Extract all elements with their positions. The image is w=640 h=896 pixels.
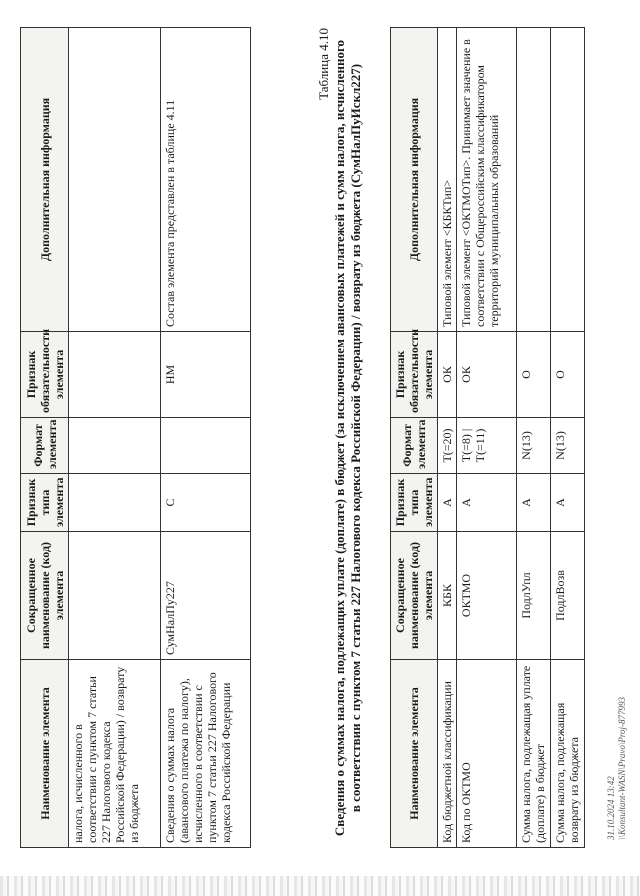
table-top (20, 27, 251, 848)
header-name: Наименование элемента (391, 660, 438, 848)
header-type: Признак типа элемента (21, 474, 69, 532)
cell-info (517, 28, 551, 332)
table-row (517, 28, 551, 848)
header-short-name: Сокращенное наименование (код) элемента (21, 532, 69, 660)
cell-info: Состав элемента представлен в таблице 4.11 (161, 28, 251, 332)
document-footer (606, 697, 628, 840)
header-required: Признак обязательности элемента (391, 332, 438, 418)
cell-short-name: КБК (438, 532, 457, 660)
scan-edge-artifact (0, 876, 640, 896)
cell-format (161, 418, 251, 474)
cell-short-name: ПодлВозв (551, 532, 585, 660)
cell-info (69, 28, 161, 332)
cell-format: T(=20) (438, 418, 457, 474)
table-row (69, 28, 161, 848)
cell-name: Код бюджетной классификации (438, 660, 457, 848)
table-row (438, 28, 457, 848)
table-header-row (21, 28, 69, 848)
cell-name: Сумма налога, подлежащая уплате (доплате) в бюджет (517, 660, 551, 848)
cell-info: Типовой элемент <ОКТМОТип>. Принимает значение в соответствии с Общероссийским классификатором территорий муниципальных образований (457, 28, 517, 332)
cell-required (69, 332, 161, 418)
cell-short-name (69, 532, 161, 660)
header-format: Формат элемента (21, 418, 69, 474)
header-name: Наименование элемента (21, 660, 69, 848)
cell-name: Код по ОКТМО (457, 660, 517, 848)
table-bottom (390, 27, 585, 848)
cell-short-name: СумНалПу227 (161, 532, 251, 660)
cell-info: Типовой элемент <КБКТип> (438, 28, 457, 332)
header-short-name: Сокращенное наименование (код) элемента (391, 532, 438, 660)
cell-type: А (438, 474, 457, 532)
cell-name: налога, исчисленного в соответствии с пунктом 7 статьи 227 Налогового кодекса Российской Федерации) / возврату из бюджета (69, 660, 161, 848)
cell-name: Сумма налога, подлежащая возврату из бюджета (551, 660, 585, 848)
cell-name: Сведения о суммах налога (авансового платежа по налогу), исчисленного в соответствии с пунктом 7 статьи 227 Налогового кодекса Российской Федерации (161, 660, 251, 848)
cell-format: N(13) (551, 418, 585, 474)
cell-required: О (517, 332, 551, 418)
rotated-page-content (20, 18, 620, 858)
cell-info (551, 28, 585, 332)
cell-short-name: ОКТМО (457, 532, 517, 660)
cell-type: А (551, 474, 585, 532)
cell-required: ОК (457, 332, 517, 418)
footer-path: \\Konsultant-WASN\Pravo\Proj-877993 (617, 696, 627, 840)
cell-required: ОК (438, 332, 457, 418)
header-required: Признак обязательности элемента (21, 332, 69, 418)
cell-type: С (161, 474, 251, 532)
table-row (551, 28, 585, 848)
cell-required: О (551, 332, 585, 418)
cell-type (69, 474, 161, 532)
table-row (161, 28, 251, 848)
cell-type: А (517, 474, 551, 532)
cell-format: N(13) (517, 418, 551, 474)
cell-type: А (457, 474, 517, 532)
table-row (457, 28, 517, 848)
cell-short-name: ПодлУпл (517, 532, 551, 660)
header-info: Дополнительная информация (391, 28, 438, 332)
table-number: Таблица 4.10 (316, 28, 331, 100)
cell-format: T(=8) | T(=11) (457, 418, 517, 474)
table-caption: Сведения о суммах налога, подлежащих уплате (доплате) в бюджет (за исключением авансовых платежей и сумм налога, исчисленного в соответствии с пунктом 7 статьи 227 Налогового кодекса Российской Федерации) / возврату из бюджета (СумНалПуИскл227) (332, 39, 363, 837)
header-info: Дополнительная информация (21, 28, 69, 332)
header-type: Признак типа элемента (391, 474, 438, 532)
cell-format (69, 418, 161, 474)
table-header-row (391, 28, 438, 848)
header-format: Формат элемента (391, 418, 438, 474)
cell-required: НМ (161, 332, 251, 418)
footer-timestamp: 31.10.2024 13:42 (606, 776, 616, 840)
